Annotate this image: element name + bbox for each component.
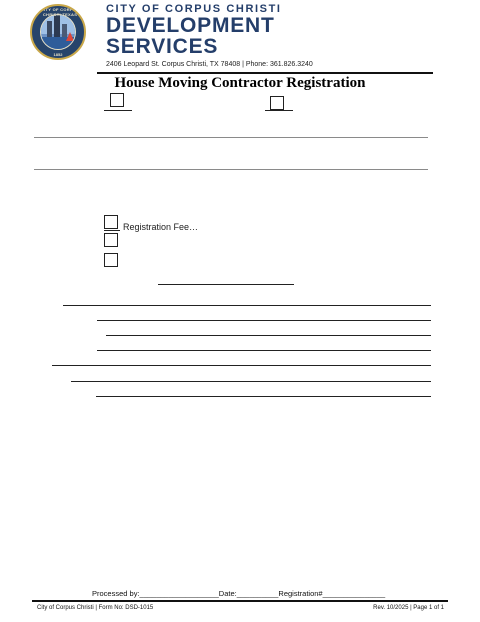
checkbox-fee-option-3[interactable] (104, 253, 118, 267)
brand-city-label: CITY OF CORPUS CHRISTI (106, 3, 282, 15)
checkbox-registration-fee[interactable] (104, 215, 118, 229)
total-amount-field[interactable] (158, 284, 294, 285)
form-field-line[interactable] (97, 320, 431, 321)
sailboat-icon (66, 32, 74, 41)
city-seal-logo (30, 4, 86, 60)
brand-services: SERVICES (106, 35, 219, 58)
form-field-line[interactable] (71, 381, 431, 382)
form-field-line[interactable] (52, 365, 431, 366)
revision-page-info: Rev. 10/2025 | Page 1 of 1 (373, 605, 444, 611)
page-title: House Moving Contractor Registration (114, 75, 366, 91)
brand-development: DEVELOPMENT (106, 14, 275, 37)
seal-skyline-image (40, 14, 76, 50)
seal-ring-text: CITY OF CORPUS CHRISTI TEXAS (40, 7, 80, 17)
section-divider (34, 137, 428, 138)
checkbox-option-2-underline (265, 110, 293, 111)
form-field-line[interactable] (106, 335, 431, 336)
section-divider (34, 169, 428, 170)
footer-divider (32, 600, 448, 602)
form-field-line[interactable] (63, 305, 431, 306)
checkbox-fee-option-2[interactable] (104, 233, 118, 247)
office-address: 2406 Leopard St. Corpus Christi, TX 78408 | Phone: 361.826.3240 (106, 61, 313, 68)
form-field-line[interactable] (97, 350, 431, 351)
registration-fee-label: Registration Fee… (123, 222, 199, 232)
checkbox-option-1-underline (104, 110, 132, 111)
seal-year: 1852 (53, 52, 63, 57)
checkbox-registration-fee-underline (104, 230, 120, 231)
form-number: City of Corpus Christi | Form No: DSD-1015 (37, 605, 154, 611)
checkbox-option-1[interactable] (110, 93, 124, 107)
form-field-line[interactable] (96, 396, 431, 397)
header-divider (97, 72, 433, 74)
checkbox-option-2[interactable] (270, 96, 284, 110)
processing-fields: Processed by:___________________Date:__________Registration#_______________ (92, 589, 386, 598)
